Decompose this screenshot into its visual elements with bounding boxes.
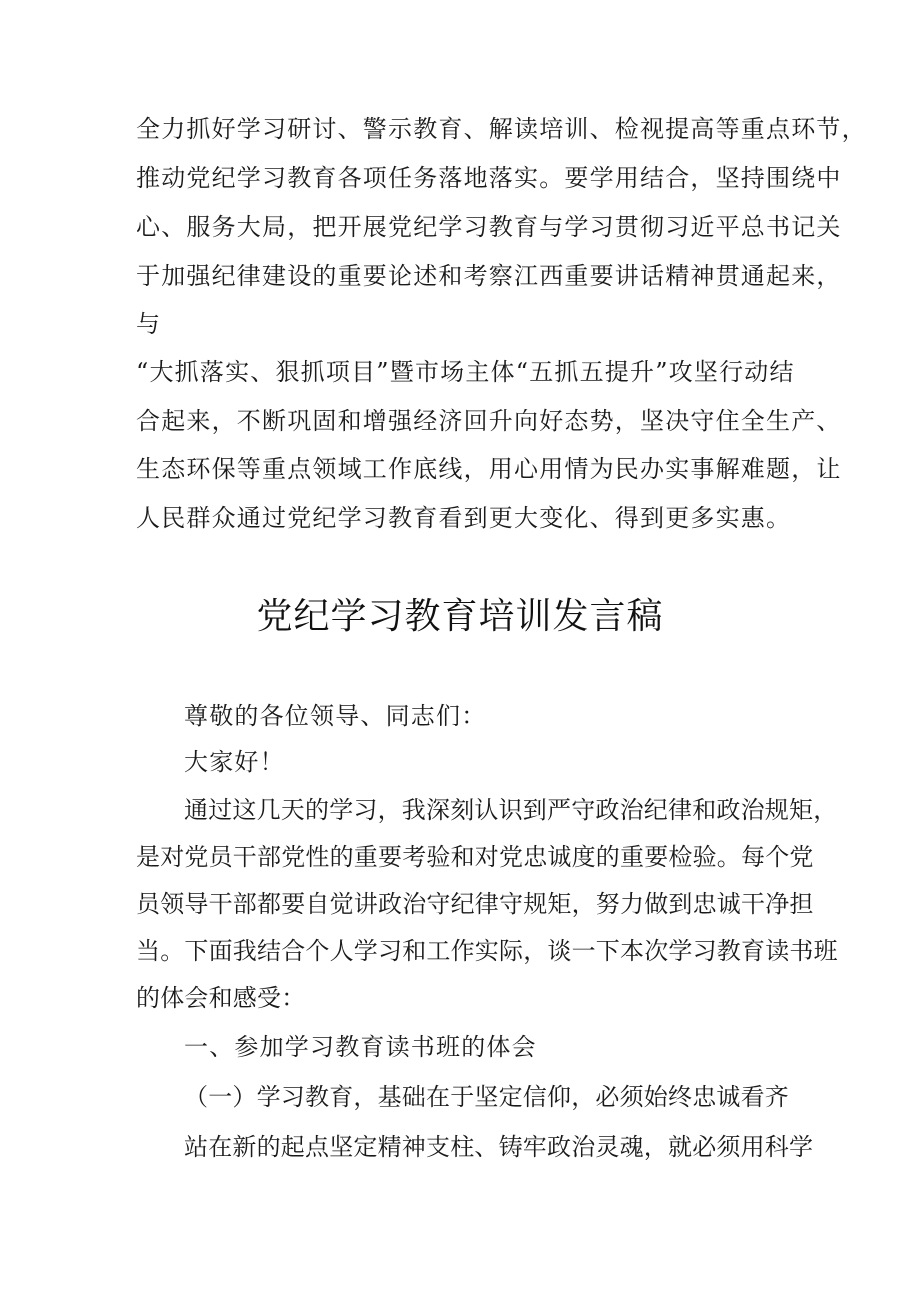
paragraph-line: 的体会和感受： <box>136 984 306 1012</box>
paragraph-line: 站在新的起点坚定精神支柱、铸牢政治灵魂，就必须用科学 <box>184 1133 814 1161</box>
salutation: 尊敬的各位领导、同志们： <box>184 702 487 730</box>
document-title: 党纪学习教育培训发言稿 <box>256 596 664 637</box>
paragraph-line: 生态环保等重点领域工作底线，用心用情为民办实事解难题，让 <box>136 455 842 483</box>
paragraph-line: 员领导干部都要自觉讲政治守纪律守规矩，努力做到忠诚干净担 <box>136 890 814 918</box>
paragraph-line: 全力抓好学习研讨、警示教育、解读培训、检视提高等重点环节， <box>136 115 867 143</box>
paragraph-line: 当。下面我结合个人学习和工作实际，谈一下本次学习教育读书班 <box>136 937 838 965</box>
greeting: 大家好！ <box>184 748 285 776</box>
paragraph-line: 推动党纪学习教育各项任务落地落实。要学用结合，坚持围绕中 <box>136 164 842 192</box>
paragraph-line: 合起来，不断巩固和增强经济回升向好态势，坚决守住全生产、 <box>136 407 842 435</box>
paragraph-line: “大抓落实、狠抓项目”暨市场主体“五抓五提升”攻坚行动结 <box>136 358 795 386</box>
subsection-heading: （一）学习教育，基础在于坚定信仰，必须始终忠诚看齐 <box>184 1083 789 1111</box>
paragraph-line: 心、服务大局，把开展党纪学习教育与学习贯彻习近平总书记关 <box>136 213 842 241</box>
paragraph-line: 于加强纪律建设的重要论述和考察江西重要讲话精神贯通起来， <box>136 262 842 290</box>
paragraph-line: 通过这几天的学习，我深刻认识到严守政治纪律和政治规矩， <box>184 796 838 824</box>
paragraph-line: 人民群众通过党纪学习教育看到更大变化、得到更多实惠。 <box>136 504 792 532</box>
section-heading: 一、参加学习教育读书班的体会 <box>184 1033 537 1061</box>
paragraph-line: 是对党员干部党性的重要考验和对党忠诚度的重要检验。每个党 <box>136 843 814 871</box>
paragraph-line: 与 <box>136 310 162 338</box>
